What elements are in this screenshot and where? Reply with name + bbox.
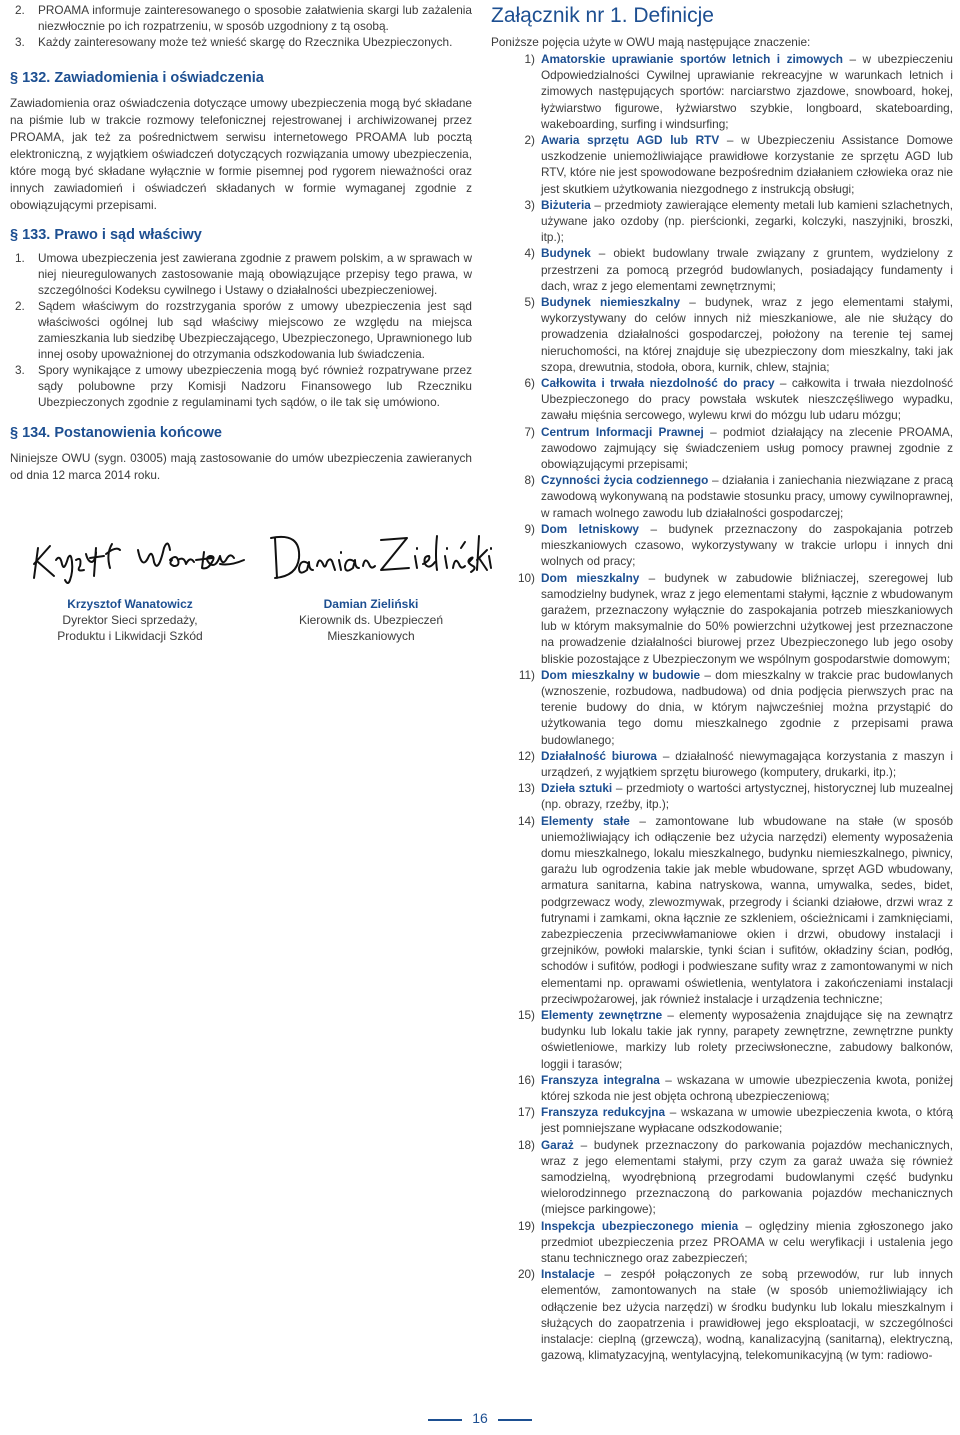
definition-number: 18) (517, 1137, 535, 1152)
definition-number: 10) (517, 570, 535, 585)
definition-text: – oględziny mienia zgłoszonego jako przedmiot ubezpieczenia przez PROAMA w celu weryfikacji i ustalenia jego stanu technicznego oraz zabezpieczeń; (541, 1218, 953, 1266)
definition-text: – budynek przeznaczony do zaspokajania potrzeb mieszkaniowych czasowo, wykorzystywany w trakcie urlopu i innych dni wolnych od pracy; (541, 521, 953, 569)
definition-item (491, 813, 953, 1007)
definition-term: Franszyza redukcyjna (541, 1105, 666, 1120)
section-132-title: § 132. Zawiadomienia i oświadczenia (10, 70, 264, 86)
definition-term: Centrum Informacji Prawnej (541, 424, 704, 439)
definition-number: 13) (517, 781, 535, 796)
definition-item (491, 51, 953, 132)
definition-term: Budynek (541, 246, 591, 261)
definition-number: 4) (524, 246, 535, 261)
definition-number: 2) (524, 133, 535, 148)
right-column (491, 4, 953, 1363)
list-item: 3. Spory wynikające z umowy ubezpieczenia mogą być również rozpatrywane przez sądy polubowne przy Komisji Nadzoru Finansowego lub Rzeczniku Ubezpieczonych zgodnie z regulaminami tych sądów, o ile tak się umówiono. (15, 363, 472, 409)
section-133-title: § 133. Prawo i sąd właściwy (10, 227, 202, 243)
definition-term: Dom mieszkalny (541, 570, 640, 585)
definition-item (491, 748, 953, 780)
signatory-role: Mieszkaniowych (327, 629, 415, 643)
signatory-name: Damian Zieliński (323, 597, 419, 611)
definition-text: – działania i zaniechania niezwiązane z pracą zawodową wykonywaną na podstawie stosunku pracy, umowy cywilnoprawnej, w ramach wolnego zawodu lub działalności gospodarczej; (541, 473, 953, 520)
definition-text: – dom mieszkalny w trakcie prac budowlanych (wznoszenie, rozbudowa, nadbudowa) od dnia podjęcia pierwszych prac na terenie budowy do dnia, w którym najwcześniej można przystąpić do użytkowania tego domu mieszkalnego zgodnie z przepisami prawa budowlanego; (541, 667, 954, 747)
footer-rule-right (498, 1419, 532, 1421)
definition-number: 16) (517, 1072, 535, 1087)
definition-term: Instalacje (541, 1267, 595, 1282)
definition-item (491, 132, 953, 197)
definition-term: Dzieła sztuki (541, 781, 613, 796)
footer-rule-left (428, 1419, 462, 1421)
definition-item (491, 375, 953, 424)
signatory-1 (40, 596, 220, 644)
definition-text: – podmiot działający na zlecenie PROAMA, zawodowo zajmujący się świadczeniem usług pomocy prawnej zgodnie z obowiązującymi przepisami; (541, 424, 954, 472)
definition-term: Czynności życia codziennego (541, 473, 709, 488)
definition-item (491, 521, 953, 570)
definition-text: – wskazana w umowie ubezpieczenia kwota, o którą jest pomniejszane wypłacane odszkodowanie; (541, 1105, 953, 1136)
signatory-name: Krzysztof Wanatowicz (67, 597, 193, 611)
definition-text: – elementy wyposażenia znajdujące się na zewnątrz budynku lub lokalu takie jak rynny, parapety zewnętrzne, zewnętrzne punkty oświetleniowe, markizy lub rolety przeciwsłoneczne, zabudowy balkonów, loggii i tarasów; (541, 1007, 953, 1071)
definition-item (491, 245, 953, 294)
definition-item (491, 294, 953, 375)
definition-term: Garaż (541, 1137, 574, 1152)
definition-number: 19) (517, 1218, 535, 1233)
definition-number: 20) (517, 1267, 535, 1282)
definition-number: 8) (524, 473, 535, 488)
signatory-role: Dyrektor Sieci sprzedaży, (62, 613, 198, 627)
definition-number: 11) (518, 667, 535, 682)
definition-item (491, 197, 953, 246)
definition-term: Elementy zewnętrzne (541, 1007, 663, 1022)
page-number: 16 (472, 1410, 488, 1426)
section-134-body: Niniejsze OWU (sygn. 03005) mają zastosowanie do umów ubezpieczenia zawieranych od dnia 12 marca 2014 roku. (10, 451, 472, 482)
definition-text: – w ubezpieczeniu Odpowiedzialności Cywilnej uprawianie rekreacyjne w warunkach letnich i zimowych następujących sportów: narciarstwo zjazdowe, snowboard, hokej, łyżwiarstwo figurowe, łyżwiarstwo szybkie, longboard, skateboarding, wakeboarding, surfing i windsurfing; (541, 52, 953, 131)
definition-term: Działalność biurowa (541, 748, 657, 763)
signatory-role: Kierownik ds. Ubezpieczeń (298, 613, 444, 627)
definition-term: Franszyza integralna (541, 1072, 660, 1087)
definition-item (491, 472, 953, 521)
definition-text: – obiekt budowlany trwale związany z gruntem, wydzielony z przestrzeni za pomocą przegród budowlanych, posiadający fundamenty i dach, wraz z jego elementami zewnętrznymi; (541, 246, 953, 293)
definition-number: 5) (524, 295, 535, 310)
definition-item (491, 1007, 953, 1072)
signature-zielinski (265, 526, 495, 596)
definition-term: Dom letniskowy (541, 521, 639, 536)
list-item: 2. Sądem właściwym do rozstrzygania sporów z umowy ubezpieczenia jest sąd właściwości ogólnej lub sąd właściwy miejscowo ze względu na miejsca zamieszkania lub siedzibę Ubezpieczającego, Ubezpieczonego, Uprawnionego lub innej osoby upoważnionej do otrzymania odszkodowania lub świadczenia. (15, 299, 472, 361)
definition-item (491, 780, 953, 812)
definition-item (491, 424, 953, 473)
signatory-2 (281, 596, 461, 644)
definitions-list (491, 51, 953, 1363)
definition-item (491, 1137, 953, 1218)
section-132-body: Zawiadomienia oraz oświadczenia dotyczące umowy ubezpieczenia mogą być składane na piśmie lub w trakcie rozmowy telefonicznej rejestrowanej i archiwizowanej przez PROAMA, jak też za pośrednictwem serwisu internetowego PROAMA lub pocztą elektroniczną, z wyjątkiem oświadczeń dotyczących rozwiązania umowy ubezpieczenia, które mogą być składane wyłącznie w formie pisemnej pod rygorem nieważności oraz innych zawiadomień i oświadczeń składanych w formie wymaganej zgodnie z obowiązującymi przepisami. (10, 96, 472, 212)
definition-item (491, 570, 953, 667)
definition-text: – zespół połączonych ze sobą przewodów, rur lub innych elementów, zamontowanych na stałe (w sposób uniemożliwiający ich odłączenie bez użycia narzędzi) w środku budynku lub lokalu mieszkalnym i służących do zaopatrzenia i prawidłowej jego eksploatacji, w szczególności instalacje: cieplną (grzewczą), wodną, kanalizacyjną (sanitarną), elektryczną, gazową, klimatyzacyjną, wentylacyjną, telekomunikacyjną (w tym: radiowo- (541, 1267, 953, 1363)
definition-item (491, 1218, 953, 1267)
list-item: 3. Każdy zainteresowany może też wnieść skargę do Rzecznika Ubezpieczonych. (15, 35, 453, 49)
definition-term: Elementy stałe (541, 813, 630, 828)
definition-text: – budynek przeznaczony do parkowania pojazdów mechanicznych, wraz z jego elementami stałymi, przy czym za garaż uważa się również samodzielną, wyodrębnioną przegrodami budowlanymi część budynku wielorodzinnego przeznaczoną do parkowania pojazdów mechanicznych (miejsce parkingowe); (541, 1137, 953, 1217)
complaints-list-tail (10, 2, 472, 50)
definition-text: – działalność niewymagająca korzystania z maszyn i urządzeń, z wyjątkiem sprzętu biurowego (komputery, drukarki, itp.); (541, 748, 953, 779)
definition-number: 17) (517, 1105, 535, 1120)
definition-number: 14) (517, 813, 535, 828)
signatory-role: Produktu i Likwidacji Szkód (57, 629, 203, 643)
definition-number: 15) (517, 1007, 535, 1022)
definition-number: 1) (524, 52, 535, 66)
definition-term: Biżuteria (541, 197, 591, 212)
left-column (10, 2, 472, 484)
definition-text: – w Ubezpieczeniu Assistance Domowe uszkodzenie uniemożliwiające prawidłowe korzystanie ze sprzętu AGD lub RTV, które nie jest spowodowane bezpośrednim działaniem człowieka oraz nie jest skutkiem użytkowania niezgodnego z instrukcją obsługi; (541, 133, 953, 196)
definition-item (491, 1266, 953, 1363)
page-footer (420, 1410, 540, 1430)
definition-text: – przedmioty zawierające elementy metali lub kamieni szlachetnych, używane jako ozdoby (np. pierścionki, zegarki, kolczyki, naszyjniki, broszki, itp.); (541, 197, 953, 245)
definition-term: Amatorskie uprawianie sportów letnich i zimowych (541, 52, 843, 66)
definition-item (491, 667, 953, 748)
definition-term: Awaria sprzętu AGD lub RTV (541, 133, 720, 148)
definition-term: Całkowita i trwała niezdolność do pracy (541, 376, 775, 391)
definition-item (491, 1072, 953, 1104)
definition-text: – zamontowane lub wbudowane na stałe (w sposób uniemożliwiający ich odłączenie bez użycia narzędzi) elementy wyposażenia domu mieszkalnego, lokalu mieszkalnego, budynku niemieszkalnego, piwnicy, garażu lub ogrodzenia takie jak meble wbudowane, sprzęt AGD wbudowany, armatura sanitarna, kabina natryskowa, wanna, umywalka, sedes, bidet, podgrzewacz wody, zlewozmywak, przegrody i ścianki działowe, drzwi wraz z futrynami i zamkami, okna łącznie ze szkleniem, ościeżnicami i zamknięciami, zabezpieczenia przeciwwłamaniowe okien i drzwi, obudowy instalacji i grzejników, powłoki malarskie, tynki ścian i sufitów, okładziny ścian, podłóg, schodów i sufitów, podłogi i podwieszane sufity wraz z zamontowanymi w nich elementami np. oprawami oświetlenia, wentylatora i zakończeniami instalacji przeciwpożarowej, jak również instalacje i urządzenia techniczne; (541, 813, 954, 1006)
definition-number: 7) (524, 424, 535, 439)
definition-number: 12) (517, 748, 535, 763)
annex-intro: Poniższe pojęcia użyte w OWU mają następujące znaczenie: (491, 35, 811, 49)
definition-number: 9) (524, 521, 535, 536)
definition-text: – przedmioty o wartości artystycznej, historycznej lub muzealnej (np. obrazy, rzeźby, itp.); (541, 781, 953, 812)
definition-text: – całkowita i trwała niezdolność Ubezpieczonego do pracy powstała wskutek nieszczęśliwego wypadku, zawału mięśnia sercowego, wylewu krwi do mózgu lub udaru mózgu; (541, 376, 953, 423)
definition-term: Budynek niemieszkalny (541, 295, 681, 310)
signatures-area (20, 530, 470, 600)
section-133-list (10, 250, 472, 410)
definition-text: – wskazana w umowie ubezpieczenia kwota, poniżej której szkoda nie jest objęta ochroną ubezpieczeniową; (541, 1072, 953, 1103)
definition-number: 3) (524, 197, 535, 212)
list-item: 1. Umowa ubezpieczenia jest zawierana zgodnie z prawem polskim, a w sprawach w niej nieuregulowanych zastosowanie mają obowiązujące przepisy tego prawa, w szczególności Kodeksu cywilnego i Ustawy o działalności ubezpieczeniowej. (15, 251, 472, 297)
definition-item (491, 1104, 953, 1136)
definition-text: – budynek, wraz z jego elementami stałymi, wykorzystywany do celów innych niż mieszkaniowe, ale nie służący do prowadzenia działalności gospodarczej, położony na terenie tej samej nieruchomości, na której znajduje się ubezpieczony dom mieszkalny, taki jak szopa, drewutnia, stodoła, obora, kurnik, chlew, stajnia; (541, 295, 953, 374)
definition-term: Inspekcja ubezpieczonego mienia (541, 1218, 739, 1233)
definition-text: – budynek w zabudowie bliźniaczej, szeregowej lub samodzielny budynek, wraz z jego elementami stałymi, łącznie z wbudowanym garażem, przeznaczony wyłącznie do zaspokajania potrzeb mieszkaniowych lub w którym maksymalnie do 50% powierzchni użytkowej jest przeznaczone na prowadzenie działalności biurowej przez Ubezpieczonego lub jego osoby bliskie pozostające z Ubezpieczonym we wspólnym gospodarstwie domowym; (541, 570, 953, 666)
section-134-title: § 134. Postanowienia końcowe (10, 425, 222, 441)
definition-term: Dom mieszkalny w budowie (541, 667, 701, 682)
definition-number: 6) (524, 376, 535, 391)
list-item: 2. PROAMA informuje zainteresowanego o sposobie załatwienia skargi lub zażalenia niezwłocznie po ich rozpatrzeniu, w sposób uzgodniony z tą osobą. (15, 3, 472, 33)
annex-title: Załącznik nr 1. Definicje (491, 4, 714, 27)
